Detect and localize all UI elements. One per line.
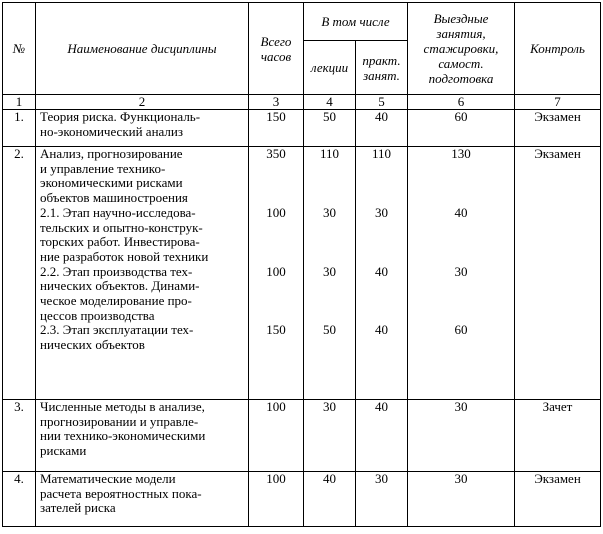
control-type: Зачет bbox=[515, 400, 601, 472]
field-hours: 30 bbox=[408, 472, 515, 527]
field-hours: 60 bbox=[408, 110, 515, 147]
total-hours: 100 bbox=[249, 472, 304, 527]
row-number: 3. bbox=[3, 400, 36, 472]
total-hours: 100 bbox=[249, 400, 304, 472]
col-number: 2 bbox=[36, 95, 249, 110]
table-row bbox=[3, 400, 601, 472]
table-row bbox=[3, 472, 601, 527]
header-lectures: лекции bbox=[304, 41, 356, 95]
practical-hours: 30 bbox=[356, 472, 408, 527]
table-row bbox=[3, 147, 601, 400]
col-number: 5 bbox=[356, 95, 408, 110]
practical-hours: 40 bbox=[356, 110, 408, 147]
discipline-name: Теория риска. Функциональ- но-экономический анализ bbox=[36, 110, 249, 147]
header-practical: практ. занят. bbox=[356, 41, 408, 95]
discipline-name: Математические модели расчета вероятностных пока- зателей риска bbox=[36, 472, 249, 527]
col-number: 3 bbox=[249, 95, 304, 110]
header-control: Контроль bbox=[515, 3, 601, 95]
control-type: Экзамен bbox=[515, 472, 601, 527]
total-hours: 150 bbox=[249, 110, 304, 147]
field-hours: 130 40 30 60 bbox=[408, 147, 515, 400]
col-number: 6 bbox=[408, 95, 515, 110]
header-including: В том числе bbox=[304, 3, 408, 41]
header-field-sessions: Выездные занятия, стажировки, самост. подготовка bbox=[408, 3, 515, 95]
table-row bbox=[3, 110, 601, 147]
column-numbers-row bbox=[3, 95, 601, 110]
header-discipline-name: Наименование дисциплины bbox=[36, 3, 249, 95]
header-total-hours: Всего часов bbox=[249, 3, 304, 95]
col-number: 1 bbox=[3, 95, 36, 110]
row-number: 1. bbox=[3, 110, 36, 147]
field-hours: 30 bbox=[408, 400, 515, 472]
practical-hours: 40 bbox=[356, 400, 408, 472]
control-type: Экзамен bbox=[515, 147, 601, 400]
total-hours: 350 100 100 150 bbox=[249, 147, 304, 400]
row-number: 2. bbox=[3, 147, 36, 400]
row-number: 4. bbox=[3, 472, 36, 527]
col-number: 4 bbox=[304, 95, 356, 110]
control-type: Экзамен bbox=[515, 110, 601, 147]
lecture-hours: 30 bbox=[304, 400, 356, 472]
col-number: 7 bbox=[515, 95, 601, 110]
discipline-name: Анализ, прогнозирование и управление технико- экономическими рисками объектов машиностроения 2.1. Этап научно-исследова- тельских и опытно-конструк- торских работ. Инвестирова- ние разработок новой техники 2.2. Этап производства тех- нических объектов. Динами- ческое моделирование про- цессов производства 2.3. Этап эксплуатации тех- нических объектов bbox=[36, 147, 249, 400]
lecture-hours: 110 30 30 50 bbox=[304, 147, 356, 400]
header-number: № bbox=[3, 3, 36, 95]
lecture-hours: 40 bbox=[304, 472, 356, 527]
lecture-hours: 50 bbox=[304, 110, 356, 147]
curriculum-table bbox=[2, 2, 601, 527]
discipline-name: Численные методы в анализе, прогнозировании и управле- нии технико-экономическими рисками bbox=[36, 400, 249, 472]
practical-hours: 110 30 40 40 bbox=[356, 147, 408, 400]
